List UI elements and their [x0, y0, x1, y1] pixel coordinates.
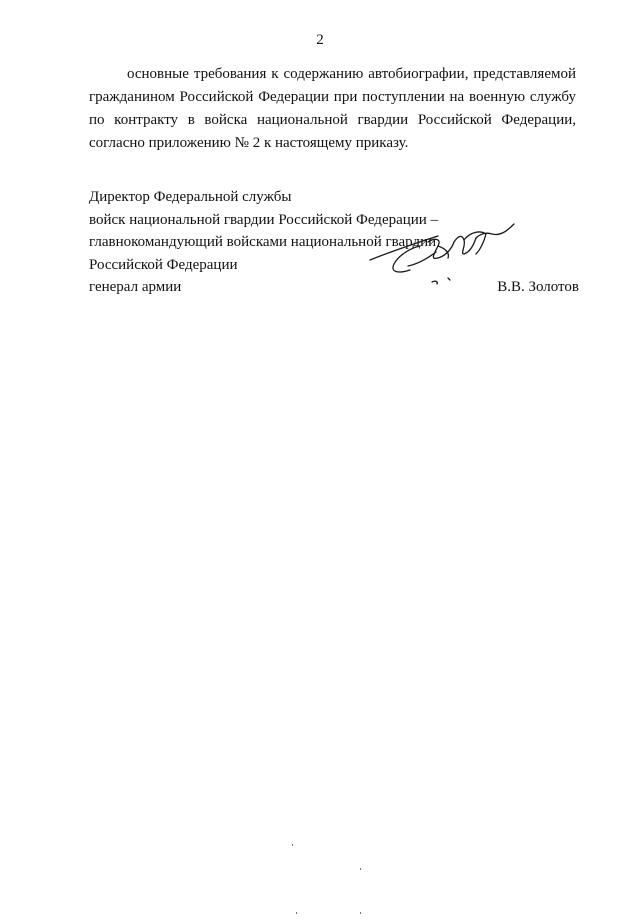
signer-title-line: главнокомандующий войсками национальной гвардии [89, 234, 437, 250]
body-line: гражданином Российской Федерации при поступлении на военную службу [89, 89, 576, 105]
signer-name: В.В. Золотов [497, 279, 579, 295]
page-number: 2 [316, 32, 324, 48]
body-line: согласно приложению № 2 к настоящему приказу. [89, 135, 409, 151]
signer-rank: генерал армии [89, 279, 182, 295]
scan-speck [292, 844, 293, 846]
scan-speck [360, 912, 361, 914]
scan-speck [296, 912, 297, 914]
body-line: по контракту в войска национальной гвардии Российской Федерации, [89, 112, 576, 128]
signer-title-line: Директор Федеральной службы [89, 189, 292, 205]
body-paragraph [89, 63, 576, 155]
signer-title-line: войск национальной гвардии Российской Федерации – [89, 211, 439, 228]
scan-speck [360, 868, 361, 870]
signer-title-line: Российской Федерации [89, 256, 238, 273]
handwritten-signature-icon [368, 218, 518, 298]
body-line: основные требования к содержанию автобиографии, представляемой [127, 66, 576, 82]
